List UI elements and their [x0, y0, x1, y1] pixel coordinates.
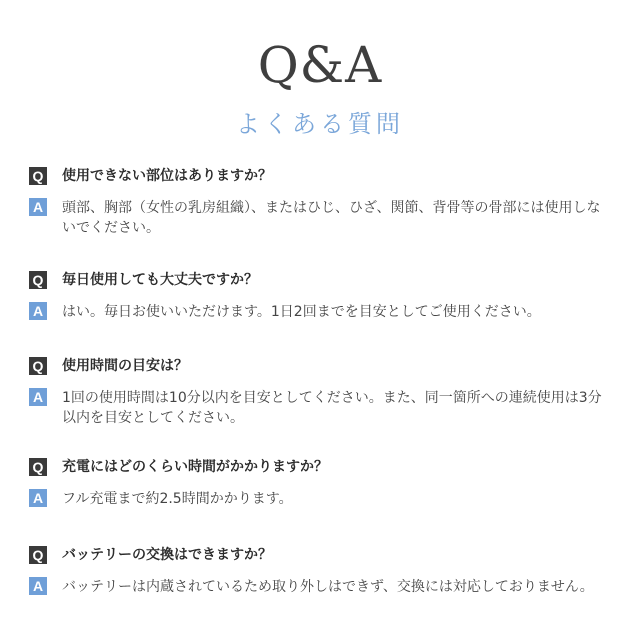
- answer-row: [29, 489, 614, 509]
- question-row: [29, 458, 614, 476]
- faq-item-2: [29, 271, 614, 322]
- question-row: [29, 546, 614, 564]
- question-row: [29, 271, 614, 289]
- a-badge: A: [29, 302, 47, 320]
- answer-text: 頭部、胸部（女性の乳房組織）、またはひじ、ひざ、関節、背骨等の骨部には使用しないでください。: [62, 200, 601, 236]
- answer-text: はい。毎日お使いいただけます。1日2回までを目安としてご使用ください。: [62, 304, 541, 320]
- faq-item-5: [29, 546, 614, 597]
- answer-row: [29, 302, 614, 322]
- question-text: 使用できない部位はありますか？: [62, 168, 272, 184]
- q-badge: Q: [29, 271, 47, 289]
- answer-row: [29, 198, 614, 238]
- answer-text: バッテリーは内蔵されているため取り外しはできず、交換には対応しておりません。: [62, 579, 594, 595]
- answer-row: [29, 388, 614, 428]
- faq-item-4: [29, 458, 614, 509]
- a-badge: A: [29, 388, 47, 406]
- q-badge: Q: [29, 546, 47, 564]
- a-badge: A: [29, 489, 47, 507]
- faq-item-1: [29, 167, 614, 238]
- question-text: 使用時間の目安は？: [62, 358, 188, 374]
- page-title: Q&A: [257, 36, 383, 94]
- question-text: バッテリーの交換はできますか？: [62, 547, 272, 563]
- faq-item-3: [29, 357, 614, 428]
- question-row: [29, 357, 614, 375]
- question-row: [29, 167, 614, 185]
- answer-text: 1回の使用時間は10分以内を目安としてください。また、同一箇所への連続使用は3分以内を目安としてください。: [62, 390, 602, 426]
- a-badge: A: [29, 577, 47, 595]
- page-subtitle: よくある質問: [236, 110, 404, 138]
- answer-text: フル充電まで約2.5時間かかります。: [62, 491, 293, 507]
- answer-row: [29, 577, 614, 597]
- q-badge: Q: [29, 458, 47, 476]
- q-badge: Q: [29, 357, 47, 375]
- q-badge: Q: [29, 167, 47, 185]
- question-text: 毎日使用しても大丈夫ですか？: [62, 272, 258, 288]
- question-text: 充電にはどのくらい時間がかかりますか？: [62, 459, 328, 475]
- a-badge: A: [29, 198, 47, 216]
